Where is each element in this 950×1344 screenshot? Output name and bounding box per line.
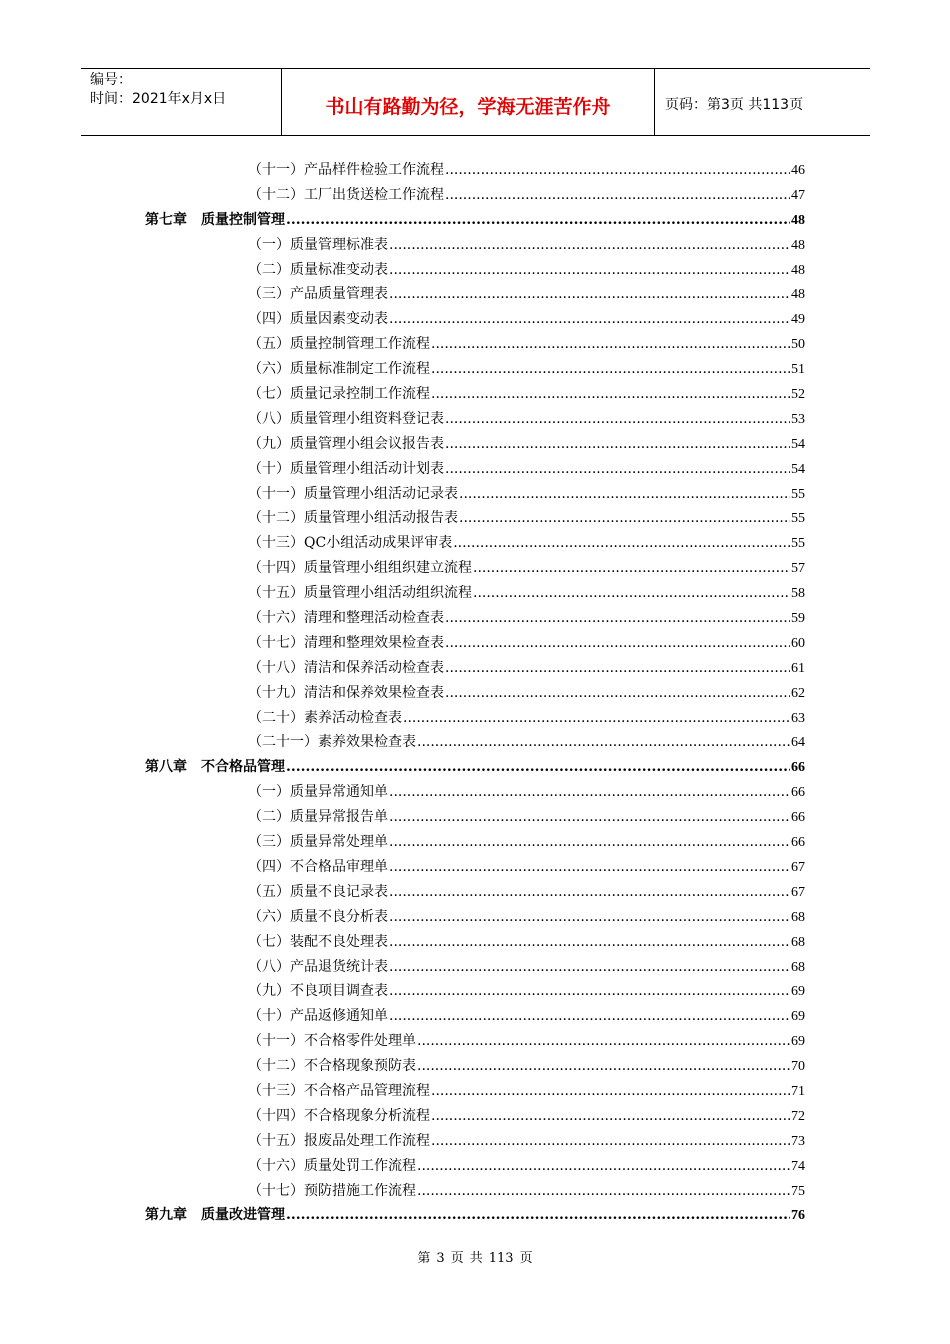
toc-section-entry[interactable] xyxy=(248,856,805,881)
footer-suffix: 页 xyxy=(519,1251,533,1266)
toc-dot-leader xyxy=(286,212,790,228)
toc-section-entry[interactable] xyxy=(248,1180,805,1205)
toc-dot-leader xyxy=(389,983,790,999)
toc-section-entry[interactable] xyxy=(248,980,805,1005)
toc-dot-leader xyxy=(431,1108,790,1124)
toc-entry-page: 54 xyxy=(791,461,805,477)
toc-entry-page: 73 xyxy=(791,1133,805,1149)
toc-entry-page: 70 xyxy=(791,1059,805,1075)
toc-dot-leader xyxy=(445,660,790,676)
toc-entry-page: 54 xyxy=(791,436,805,452)
toc-dot-leader xyxy=(445,635,790,651)
toc-entry-title: （十七）预防措施工作流程 xyxy=(248,1182,416,1199)
toc-entry-page: 55 xyxy=(791,536,805,552)
toc-entry-title: （五）质量控制管理工作流程 xyxy=(248,336,430,353)
toc-entry-title: （十三）QC小组活动成果评审表 xyxy=(248,535,453,552)
toc-entry-page: 69 xyxy=(791,1009,805,1025)
toc-chapter-entry[interactable] xyxy=(145,209,805,234)
toc-entry-page: 75 xyxy=(791,1183,805,1199)
toc-dot-leader xyxy=(389,809,790,825)
toc-dot-leader xyxy=(417,734,790,750)
footer-total-pages: 113 xyxy=(488,1251,514,1266)
toc-dot-leader xyxy=(286,759,790,775)
toc-dot-leader xyxy=(389,934,790,950)
toc-entry-title: （九）质量管理小组会议报告表 xyxy=(248,435,444,452)
toc-section-entry[interactable] xyxy=(248,283,805,308)
toc-dot-leader xyxy=(431,1083,790,1099)
toc-entry-title: （三）质量异常处理单 xyxy=(248,834,388,851)
toc-entry-page: 46 xyxy=(791,163,805,178)
toc-entry-page: 76 xyxy=(791,1208,805,1224)
toc-entry-title: （八）产品退货统计表 xyxy=(248,958,388,975)
toc-dot-leader xyxy=(389,884,790,900)
footer-total-word: 共 xyxy=(469,1251,483,1266)
toc-section-entry[interactable] xyxy=(248,358,805,383)
toc-entry-title: （一）质量管理标准表 xyxy=(248,236,388,253)
toc-entry-page: 74 xyxy=(791,1158,805,1174)
toc-entry-page: 71 xyxy=(791,1083,805,1099)
toc-entry-title: （十五）质量管理小组活动组织流程 xyxy=(248,585,472,602)
toc-section-entry[interactable] xyxy=(248,433,805,458)
toc-entry-page: 68 xyxy=(791,959,805,975)
header-page-info: 页码：第3页 共113页 xyxy=(665,97,804,113)
toc-dot-leader xyxy=(417,1158,790,1174)
toc-dot-leader xyxy=(473,585,790,601)
toc-section-entry[interactable] xyxy=(248,806,805,831)
toc-dot-leader xyxy=(445,436,790,452)
toc-section-entry[interactable] xyxy=(248,731,805,756)
toc-entry-page: 60 xyxy=(791,635,805,651)
toc-entry-title: （十）质量管理小组活动计划表 xyxy=(248,460,444,477)
toc-section-entry[interactable] xyxy=(248,383,805,408)
toc-dot-leader xyxy=(459,486,790,502)
toc-section-entry[interactable] xyxy=(248,682,805,707)
toc-section-entry[interactable] xyxy=(248,707,805,732)
toc-entry-page: 63 xyxy=(791,710,805,726)
toc-section-entry[interactable] xyxy=(248,507,805,532)
toc-entry-title: （四）不合格品审理单 xyxy=(248,858,388,875)
toc-dot-leader xyxy=(431,361,790,377)
toc-section-entry[interactable] xyxy=(248,1080,805,1105)
toc-entry-title: 第八章 不合格品管理 xyxy=(145,759,285,776)
toc-chapter-entry[interactable] xyxy=(145,756,805,781)
toc-entry-title: （六）质量不良分析表 xyxy=(248,908,388,925)
footer-prefix: 第 xyxy=(417,1251,431,1266)
toc-entry-title: （十二）不合格现象预防表 xyxy=(248,1058,416,1075)
toc-entry-page: 66 xyxy=(791,760,805,776)
toc-section-entry[interactable] xyxy=(248,781,805,806)
toc-section-entry[interactable] xyxy=(248,308,805,333)
toc-entry-page: 55 xyxy=(791,486,805,502)
toc-dot-leader xyxy=(459,510,790,526)
toc-section-entry[interactable] xyxy=(248,1030,805,1055)
toc-entry-title: （十五）报废品处理工作流程 xyxy=(248,1132,430,1149)
toc-entry-title: （二十一）素养效果检查表 xyxy=(248,734,416,751)
toc-entry-page: 62 xyxy=(791,685,805,701)
toc-entry-title: （十二）质量管理小组活动报告表 xyxy=(248,510,458,527)
toc-entry-page: 67 xyxy=(791,859,805,875)
toc-entry-title: （十）产品返修通知单 xyxy=(248,1008,388,1025)
toc-section-entry[interactable] xyxy=(248,532,805,557)
toc-entry-title: （十六）质量处罚工作流程 xyxy=(248,1157,416,1174)
toc-dot-leader xyxy=(445,411,790,427)
toc-entry-page: 51 xyxy=(791,362,805,378)
toc-entry-page: 67 xyxy=(791,884,805,900)
toc-section-entry[interactable] xyxy=(248,831,805,856)
toc-entry-page: 50 xyxy=(791,337,805,353)
toc-dot-leader xyxy=(445,187,790,203)
toc-dot-leader xyxy=(389,784,790,800)
toc-dot-leader xyxy=(431,1133,790,1149)
toc-entry-title: （七）装配不良处理表 xyxy=(248,933,388,950)
toc-section-entry[interactable] xyxy=(248,1005,805,1030)
toc-entry-page: 53 xyxy=(791,411,805,427)
toc-entry-title: （四）质量因素变动表 xyxy=(248,311,388,328)
toc-entry-page: 48 xyxy=(791,287,805,303)
toc-section-entry[interactable] xyxy=(248,881,805,906)
toc-section-entry[interactable] xyxy=(248,408,805,433)
toc-entry-page: 48 xyxy=(791,237,805,253)
toc-entry-page: 68 xyxy=(791,909,805,925)
toc-entry-title: （一）质量异常通知单 xyxy=(248,784,388,801)
toc-entry-page: 55 xyxy=(791,511,805,527)
toc-dot-leader xyxy=(431,336,790,352)
toc-entry-page: 64 xyxy=(791,735,805,751)
toc-entry-page: 52 xyxy=(791,387,805,403)
toc-section-entry[interactable] xyxy=(248,607,805,632)
toc-section-entry[interactable] xyxy=(248,1130,805,1155)
footer-page-word: 页 xyxy=(450,1251,464,1266)
toc-entry-page: 61 xyxy=(791,660,805,676)
toc-entry-title: 第七章 质量控制管理 xyxy=(145,211,285,228)
toc-section-entry[interactable] xyxy=(248,906,805,931)
toc-dot-leader xyxy=(417,1033,790,1049)
toc-dot-leader xyxy=(403,710,790,726)
toc-section-entry[interactable] xyxy=(248,956,805,981)
toc-entry-title: （十六）清理和整理活动检查表 xyxy=(248,610,444,627)
toc-entry-title: （十七）清理和整理效果检查表 xyxy=(248,634,444,651)
toc-entry-title: （九）不良项目调查表 xyxy=(248,983,388,1000)
toc-dot-leader xyxy=(473,560,790,576)
toc-chapter-entry[interactable] xyxy=(145,1204,805,1229)
toc-section-entry[interactable] xyxy=(248,657,805,682)
toc-dot-leader xyxy=(389,262,790,278)
toc-entry-title: （八）质量管理小组资料登记表 xyxy=(248,410,444,427)
toc-entry-title: （十一）质量管理小组活动记录表 xyxy=(248,485,458,502)
toc-entry-title: （十四）不合格现象分析流程 xyxy=(248,1107,430,1124)
toc-entry-page: 72 xyxy=(791,1108,805,1124)
toc-section-entry[interactable] xyxy=(248,1055,805,1080)
toc-dot-leader xyxy=(445,685,790,701)
toc-dot-leader xyxy=(389,909,790,925)
toc-entry-title: （六）质量标准制定工作流程 xyxy=(248,361,430,378)
toc-entry-title: （十四）质量管理小组组织建立流程 xyxy=(248,560,472,577)
toc-dot-leader xyxy=(431,386,790,402)
toc-entry-title: （十八）清洁和保养活动检查表 xyxy=(248,659,444,676)
toc-entry-title: （三）产品质量管理表 xyxy=(248,286,388,303)
toc-entry-title: （二十）素养活动检查表 xyxy=(248,709,402,726)
toc-entry-page: 48 xyxy=(791,212,805,228)
header-meta xyxy=(81,69,282,135)
table-of-contents xyxy=(0,159,950,1229)
toc-section-entry[interactable] xyxy=(248,234,805,259)
toc-dot-leader xyxy=(417,1183,790,1199)
document-number-label: 编号： xyxy=(90,72,132,88)
toc-entry-title: （十三）不合格产品管理流程 xyxy=(248,1082,430,1099)
document-time-label: 时间：2021年x月x日 xyxy=(90,91,227,107)
toc-entry-page: 66 xyxy=(791,835,805,851)
toc-dot-leader xyxy=(389,1008,790,1024)
toc-section-entry[interactable] xyxy=(248,458,805,483)
toc-dot-leader xyxy=(453,535,790,551)
toc-section-entry[interactable] xyxy=(248,159,805,184)
toc-section-entry[interactable] xyxy=(248,1155,805,1180)
toc-dot-leader xyxy=(389,311,790,327)
toc-entry-title: （十一）产品样件检验工作流程 xyxy=(248,162,444,178)
page-footer xyxy=(0,1247,950,1266)
toc-section-entry[interactable] xyxy=(248,582,805,607)
toc-section-entry[interactable] xyxy=(248,333,805,358)
toc-dot-leader xyxy=(389,959,790,975)
toc-entry-page: 68 xyxy=(791,934,805,950)
toc-entry-page: 66 xyxy=(791,785,805,801)
toc-entry-page: 57 xyxy=(791,561,805,577)
toc-entry-title: （二）质量异常报告单 xyxy=(248,809,388,826)
toc-entry-page: 48 xyxy=(791,262,805,278)
toc-dot-leader xyxy=(389,237,790,253)
toc-dot-leader xyxy=(389,834,790,850)
toc-entry-title: （十一）不合格零件处理单 xyxy=(248,1033,416,1050)
toc-entry-title: 第九章 质量改进管理 xyxy=(145,1207,285,1224)
toc-dot-leader xyxy=(286,1207,790,1223)
toc-section-entry[interactable] xyxy=(248,632,805,657)
toc-section-entry[interactable] xyxy=(248,259,805,284)
toc-entry-page: 66 xyxy=(791,810,805,826)
toc-section-entry[interactable] xyxy=(248,184,805,209)
toc-dot-leader xyxy=(389,286,790,302)
toc-entry-title: （十二）工厂出货送检工作流程 xyxy=(248,186,444,203)
page-header xyxy=(81,68,870,136)
toc-entry-title: （七）质量记录控制工作流程 xyxy=(248,386,430,403)
footer-current-page: 3 xyxy=(436,1251,445,1266)
toc-entry-page: 59 xyxy=(791,611,805,627)
toc-entry-title: （二）质量标准变动表 xyxy=(248,261,388,278)
toc-section-entry[interactable] xyxy=(248,557,805,582)
toc-entry-title: （五）质量不良记录表 xyxy=(248,883,388,900)
toc-entry-page: 58 xyxy=(791,586,805,602)
header-slogan: 书山有路勤为径，学海无涯苦作舟 xyxy=(282,69,655,135)
toc-dot-leader xyxy=(417,1058,790,1074)
toc-section-entry[interactable] xyxy=(248,483,805,508)
toc-dot-leader xyxy=(445,461,790,477)
toc-entry-page: 49 xyxy=(791,312,805,328)
toc-entry-page: 69 xyxy=(791,984,805,1000)
toc-entry-page: 69 xyxy=(791,1034,805,1050)
toc-section-entry[interactable] xyxy=(248,931,805,956)
toc-entry-page: 47 xyxy=(791,187,805,203)
toc-section-entry[interactable] xyxy=(248,1105,805,1130)
toc-dot-leader xyxy=(445,162,790,178)
toc-dot-leader xyxy=(445,610,790,626)
toc-dot-leader xyxy=(389,859,790,875)
toc-entry-title: （十九）清洁和保养效果检查表 xyxy=(248,684,444,701)
